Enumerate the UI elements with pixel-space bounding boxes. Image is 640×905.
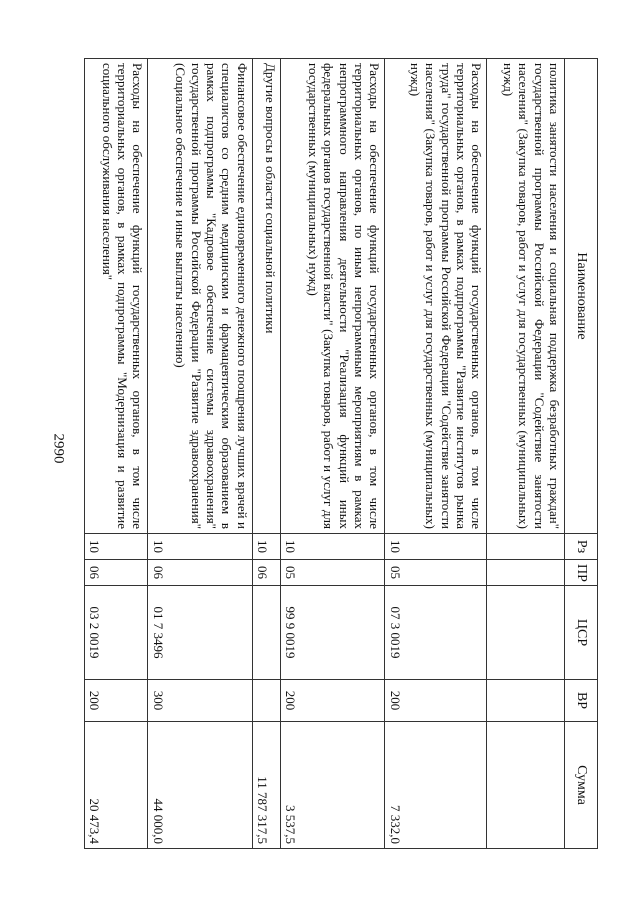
row-sum: 7 332,0 (385, 722, 487, 849)
header-csr: ЦСР (565, 586, 598, 680)
page-number: 2990 (50, 433, 67, 464)
row-name: Расходы на обеспечение функций государственных органов, в том числе территориальных органов, в рамках подпрограммы "Модернизация и развитие социального обслуживания населения" (85, 59, 148, 534)
row-csr: 07 3 0019 (385, 586, 487, 680)
table-row (487, 59, 565, 849)
table-header-row (565, 59, 598, 849)
row-pr: 06 (252, 560, 281, 586)
row-rz: 10 (281, 534, 385, 560)
row-vr (487, 680, 565, 722)
row-sum (487, 722, 565, 849)
row-rz: 10 (252, 534, 281, 560)
row-sum: 44 000,0 (148, 722, 252, 849)
row-name: Расходы на обеспечение функций государственных органов, в том числе территориальных органов, по иным непрограммным мероприятиям в рамках непрограммного направления деятельности "Реализация функций иных федеральных органов государственной власти" (Закупка товаров, работ и услуг для государственных (муниципальных) нужд) (281, 59, 385, 534)
table-row (148, 59, 252, 849)
row-pr: 05 (385, 560, 487, 586)
header-name: Наименование (565, 59, 598, 534)
row-name: Расходы на обеспечение функций государственных органов, в том числе территориальных органов, в рамках подпрограммы "Развитие институтов рынка труда" государственной программы Российской Федерации "Содействие занятости населения" (Закупка товаров, работ и услуг для государственных (муниципальных) нужд) (385, 59, 487, 534)
header-sum: Сумма (565, 722, 598, 849)
row-csr: 99 9 0019 (281, 586, 385, 680)
row-rz (487, 534, 565, 560)
header-rz: Рз (565, 534, 598, 560)
header-pr: ПР (565, 560, 598, 586)
row-rz: 10 (148, 534, 252, 560)
row-vr: 200 (85, 680, 148, 722)
row-vr: 200 (281, 680, 385, 722)
header-vr: ВР (565, 680, 598, 722)
row-sum: 3 537,5 (281, 722, 385, 849)
row-vr: 200 (385, 680, 487, 722)
row-sum: 20 473,4 (85, 722, 148, 849)
row-name: Другие вопросы в области социальной политики (252, 59, 281, 534)
row-sum: 11 787 317,5 (252, 722, 281, 849)
row-csr (252, 586, 281, 680)
row-pr: 05 (281, 560, 385, 586)
row-rz: 10 (385, 534, 487, 560)
table-row (281, 59, 385, 849)
table-row (252, 59, 281, 849)
row-csr: 01 7 3496 (148, 586, 252, 680)
row-pr (487, 560, 565, 586)
row-name: Финансовое обеспечение единовременного денежного поощрения лучших врачей и специалистов со средним медицинским и фармацевтическим образованием в рамках подпрограммы "Кадровое обеспечение системы здравоохранения" государственной программы Российской Федерации "Развитие здравоохранения" (Социальное обеспечение и иные выплаты населению) (148, 59, 252, 534)
row-pr: 06 (148, 560, 252, 586)
row-csr: 03 2 0019 (85, 586, 148, 680)
table-row (85, 59, 148, 849)
row-name: политика занятости населения и социальная поддержка безработных граждан" государственной программы Российской Федерации "Содействие занятости населения" (Закупка товаров, работ и услуг для государственных (муниципальных) нужд) (487, 59, 565, 534)
budget-table (84, 58, 598, 849)
row-rz: 10 (85, 534, 148, 560)
table-row (385, 59, 487, 849)
row-vr (252, 680, 281, 722)
row-pr: 06 (85, 560, 148, 586)
row-vr: 300 (148, 680, 252, 722)
row-csr (487, 586, 565, 680)
rotated-page (84, 58, 598, 848)
